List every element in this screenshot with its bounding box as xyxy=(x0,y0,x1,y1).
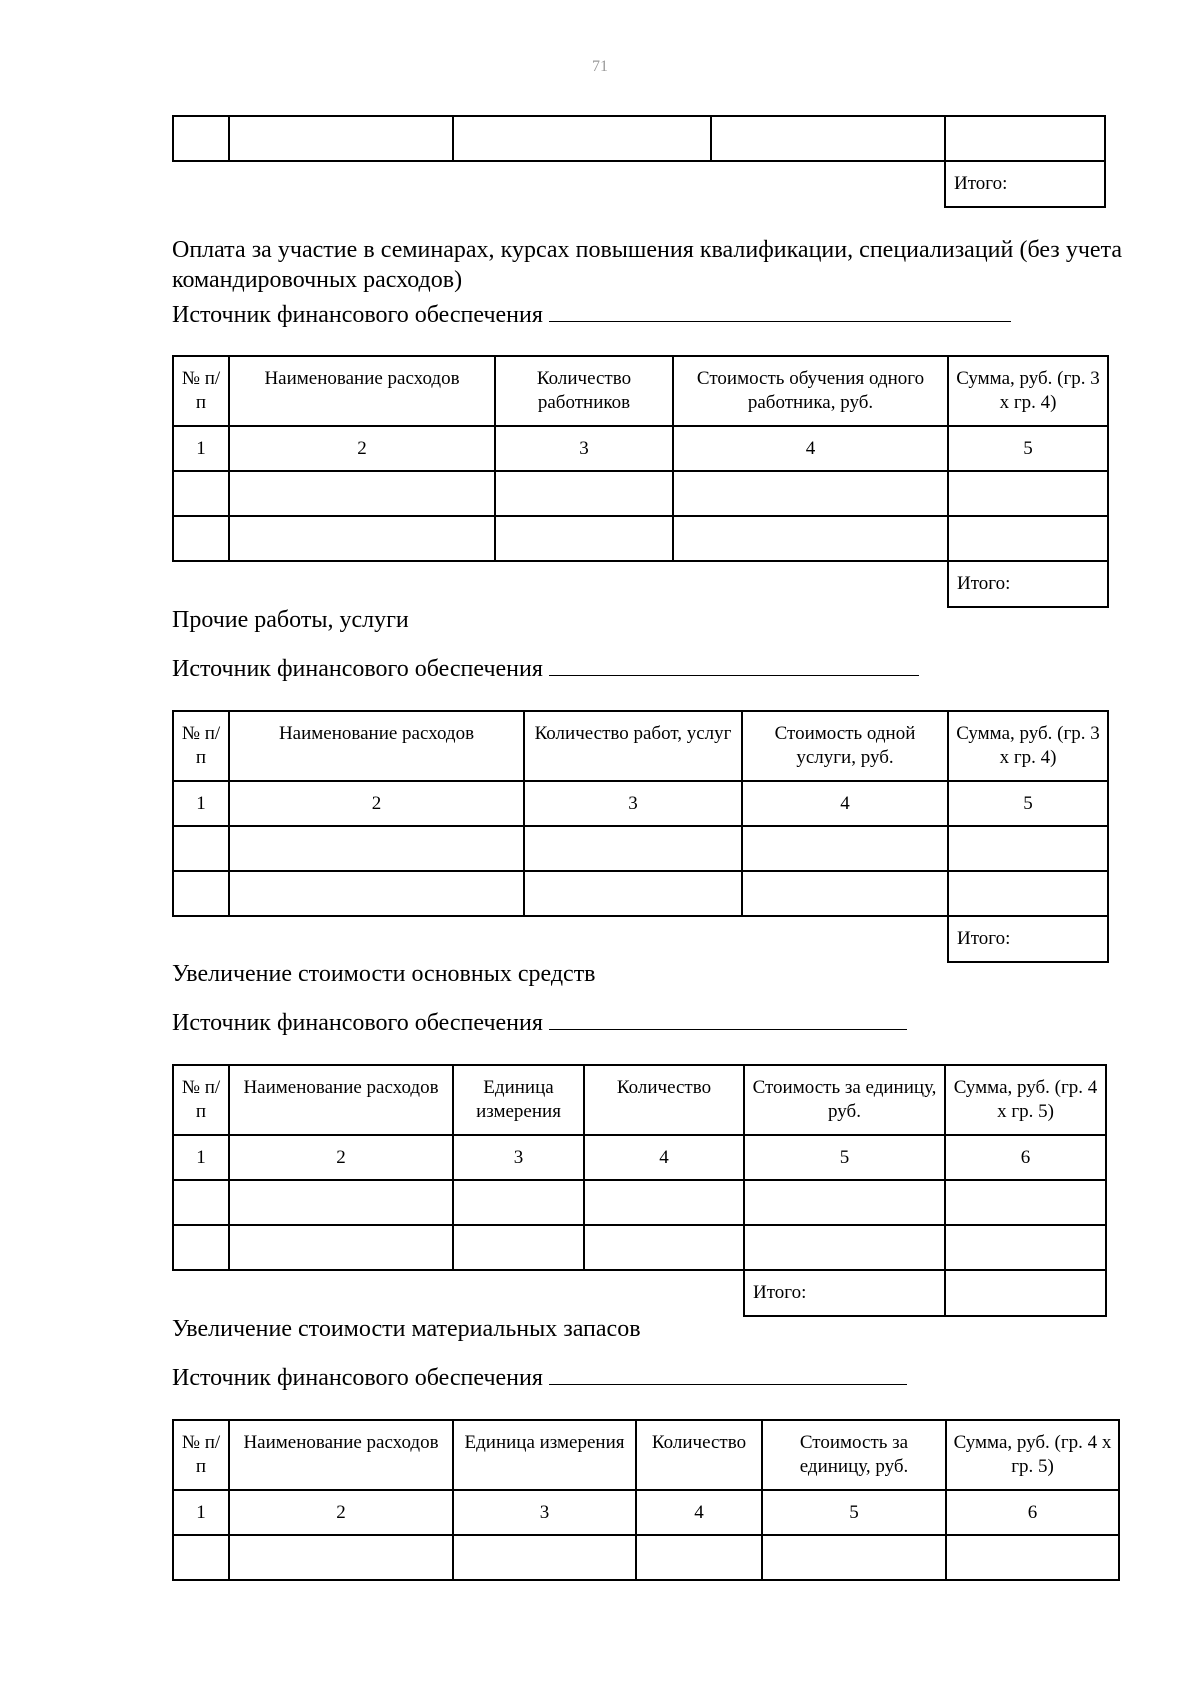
table-cell[interactable] xyxy=(945,1180,1106,1225)
table-cell[interactable] xyxy=(742,826,948,871)
table-cell[interactable] xyxy=(946,1535,1119,1580)
total-row xyxy=(173,916,1108,962)
table-cell[interactable] xyxy=(453,1535,636,1580)
table-cell[interactable] xyxy=(229,871,524,916)
table-cell[interactable] xyxy=(495,471,673,516)
column-number: 3 xyxy=(453,1490,636,1535)
col-header-unit: Единица измерения xyxy=(453,1420,636,1490)
column-number: 6 xyxy=(945,1135,1106,1180)
funding-source-label: Источник финансового обеспечения xyxy=(172,1365,543,1391)
table-cell[interactable] xyxy=(948,516,1108,561)
col-header-sum: Сумма, руб. (гр. 4 x гр. 5) xyxy=(945,1065,1106,1135)
materials-table xyxy=(172,1419,1120,1581)
fixed-assets-table xyxy=(172,1064,1107,1317)
table-cell[interactable] xyxy=(744,1225,945,1270)
column-number: 1 xyxy=(173,426,229,471)
funding-source-seminars xyxy=(172,297,1011,330)
column-number: 5 xyxy=(948,781,1108,826)
table-cell[interactable] xyxy=(584,1225,744,1270)
table-cell[interactable] xyxy=(453,116,711,161)
column-number: 4 xyxy=(584,1135,744,1180)
col-header-name: Наименование расходов xyxy=(229,1420,453,1490)
section-title-materials: Увеличение стоимости материальных запасов xyxy=(172,1316,641,1342)
table-header-row xyxy=(173,356,1108,426)
table-cell[interactable] xyxy=(453,1180,584,1225)
table-cell[interactable] xyxy=(636,1535,762,1580)
col-header-name: Наименование расходов xyxy=(229,356,495,426)
total-row xyxy=(173,161,1105,207)
col-header-num: № п/п xyxy=(173,711,229,781)
table-cell[interactable] xyxy=(524,871,742,916)
funding-source-label: Источник финансового обеспечения xyxy=(172,302,543,328)
column-number: 4 xyxy=(673,426,948,471)
table-cell[interactable] xyxy=(762,1535,946,1580)
col-header-cost: Стоимость за единицу, руб. xyxy=(762,1420,946,1490)
table-row xyxy=(173,1535,1119,1580)
column-number: 2 xyxy=(229,781,524,826)
column-number: 3 xyxy=(495,426,673,471)
col-header-cost: Стоимость одной услуги, руб. xyxy=(742,711,948,781)
table-cell[interactable] xyxy=(584,1180,744,1225)
column-number: 4 xyxy=(742,781,948,826)
column-number: 5 xyxy=(744,1135,945,1180)
table-cell[interactable] xyxy=(673,471,948,516)
column-number-row xyxy=(173,781,1108,826)
funding-source-other-works xyxy=(172,651,919,684)
col-header-sum: Сумма, руб. (гр. 4 x гр. 5) xyxy=(946,1420,1119,1490)
funding-source-blank[interactable] xyxy=(549,1360,907,1385)
page-number: 71 xyxy=(592,58,608,75)
section-title-other-works: Прочие работы, услуги xyxy=(172,607,409,633)
total-row xyxy=(173,1270,1106,1316)
table-cell[interactable] xyxy=(229,826,524,871)
table-row xyxy=(173,1180,1106,1225)
col-header-num: № п/п xyxy=(173,356,229,426)
column-number: 4 xyxy=(636,1490,762,1535)
table-cell[interactable] xyxy=(173,116,229,161)
table-cell[interactable] xyxy=(229,1180,453,1225)
funding-source-blank[interactable] xyxy=(549,651,919,676)
table-cell[interactable] xyxy=(948,826,1108,871)
column-number-row xyxy=(173,1135,1106,1180)
col-header-num: № п/п xyxy=(173,1420,229,1490)
column-number: 6 xyxy=(946,1490,1119,1535)
table-header-row xyxy=(173,1065,1106,1135)
table-cell[interactable] xyxy=(742,871,948,916)
column-number: 5 xyxy=(762,1490,946,1535)
table-cell[interactable] xyxy=(524,826,742,871)
table-cell[interactable] xyxy=(229,1535,453,1580)
funding-source-blank[interactable] xyxy=(549,297,1011,322)
funding-source-label: Источник финансового обеспечения xyxy=(172,656,543,682)
table-cell[interactable] xyxy=(173,1180,229,1225)
col-header-sum: Сумма, руб. (гр. 3 x гр. 4) xyxy=(948,711,1108,781)
table-cell[interactable] xyxy=(673,516,948,561)
col-header-quantity: Количество xyxy=(584,1065,744,1135)
table-cell[interactable] xyxy=(229,1225,453,1270)
table-cell[interactable] xyxy=(229,116,453,161)
funding-source-materials xyxy=(172,1360,907,1393)
table-cell[interactable] xyxy=(948,471,1108,516)
table-row xyxy=(173,471,1108,516)
table-cell[interactable] xyxy=(173,826,229,871)
table-cell[interactable] xyxy=(173,1535,229,1580)
table-row xyxy=(173,1225,1106,1270)
table-header-row xyxy=(173,711,1108,781)
column-number-row xyxy=(173,426,1108,471)
col-header-cost: Стоимость обучения одного работника, руб. xyxy=(673,356,948,426)
section-title-fixed-assets: Увеличение стоимости основных средств xyxy=(172,961,596,987)
col-header-quantity: Количество xyxy=(636,1420,762,1490)
seminars-table xyxy=(172,355,1109,608)
other-works-table xyxy=(172,710,1109,963)
table-cell[interactable] xyxy=(173,871,229,916)
table-row xyxy=(173,516,1108,561)
section-title-seminars: Оплата за участие в семинарах, курсах повышения квалификации, специализаций (без учета командировочных расходов) xyxy=(172,237,1122,293)
column-number: 3 xyxy=(453,1135,584,1180)
table-row xyxy=(173,116,1105,161)
col-header-cost: Стоимость за единицу, руб. xyxy=(744,1065,945,1135)
itogo-cell: Итого: xyxy=(948,561,1108,607)
funding-source-fixed-assets xyxy=(172,1005,907,1038)
column-number: 2 xyxy=(229,426,495,471)
table-cell[interactable] xyxy=(744,1180,945,1225)
funding-source-blank[interactable] xyxy=(549,1005,907,1030)
table-cell[interactable] xyxy=(495,516,673,561)
column-number: 1 xyxy=(173,1135,229,1180)
col-header-num: № п/п xyxy=(173,1065,229,1135)
continuation-table xyxy=(172,115,1106,208)
table-row xyxy=(173,871,1108,916)
col-header-quantity: Количество работ, услуг xyxy=(524,711,742,781)
column-number: 1 xyxy=(173,781,229,826)
itogo-cell: Итого: xyxy=(945,161,1105,207)
table-cell[interactable] xyxy=(945,1225,1106,1270)
table-cell[interactable] xyxy=(945,116,1105,161)
total-row xyxy=(173,561,1108,607)
table-cell[interactable] xyxy=(711,116,945,161)
table-cell[interactable] xyxy=(173,516,229,561)
col-header-name: Наименование расходов xyxy=(229,711,524,781)
itogo-cell: Итого: xyxy=(948,916,1108,962)
itogo-value-cell[interactable] xyxy=(945,1270,1106,1316)
column-number: 3 xyxy=(524,781,742,826)
table-cell[interactable] xyxy=(948,871,1108,916)
col-header-workers: Количество работников xyxy=(495,356,673,426)
col-header-name: Наименование расходов xyxy=(229,1065,453,1135)
table-cell[interactable] xyxy=(173,471,229,516)
col-header-unit: Единица измерения xyxy=(453,1065,584,1135)
itogo-cell: Итого: xyxy=(744,1270,945,1316)
column-number: 2 xyxy=(229,1135,453,1180)
table-row xyxy=(173,826,1108,871)
table-cell[interactable] xyxy=(229,516,495,561)
col-header-sum: Сумма, руб. (гр. 3 x гр. 4) xyxy=(948,356,1108,426)
funding-source-label: Источник финансового обеспечения xyxy=(172,1010,543,1036)
table-cell[interactable] xyxy=(229,471,495,516)
table-cell[interactable] xyxy=(453,1225,584,1270)
table-header-row xyxy=(173,1420,1119,1490)
column-number: 2 xyxy=(229,1490,453,1535)
column-number: 5 xyxy=(948,426,1108,471)
column-number-row xyxy=(173,1490,1119,1535)
table-cell[interactable] xyxy=(173,1225,229,1270)
column-number: 1 xyxy=(173,1490,229,1535)
